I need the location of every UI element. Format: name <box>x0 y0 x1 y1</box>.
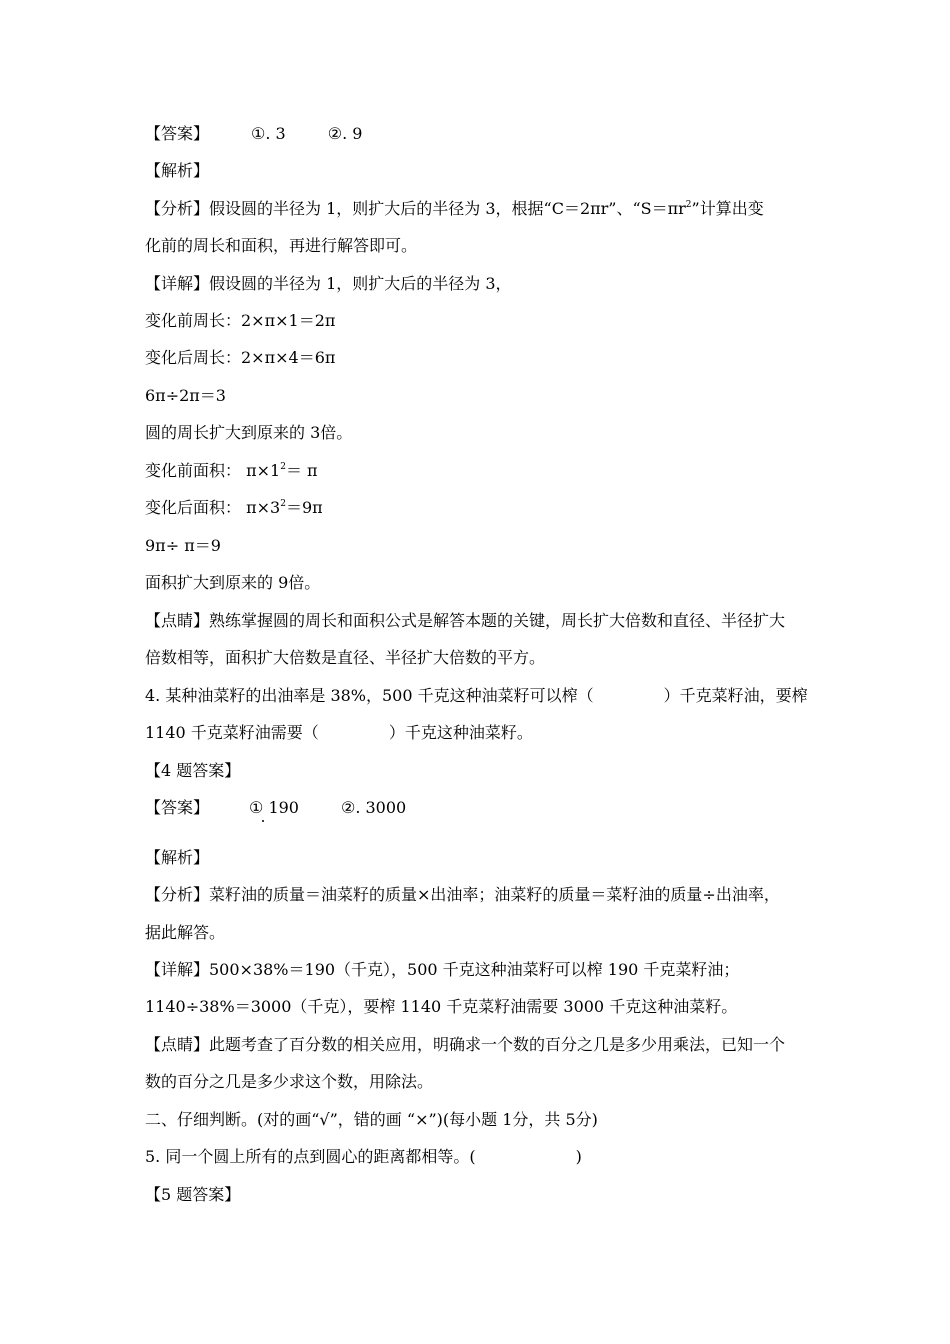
analysis-text-1: 【分析】假设圆的半径为 1，则扩大后的半径为 3，根据“C＝2πr”、“$S=\pi r^2$”计算出变 <box>145 199 764 218</box>
section-2-heading: 二、仔细判断。(对的画“√”，错的画 “×”)(每小题 1分，共 5分) <box>145 1110 598 1129</box>
analysis-label: 【解析】 <box>145 161 210 180</box>
tip-text-1: 【点睛】熟练掌握圆的周长和面积公式是解答本题的关键，周长扩大倍数和直径、半径扩大 <box>145 611 786 630</box>
detail-text-8: 9π÷ π＝9 <box>145 536 221 555</box>
question-4-answer-heading: 【4 题答案】 <box>145 761 241 780</box>
answer-2: ②. 3000 <box>340 798 407 817</box>
answer-line-q3 <box>145 124 362 144</box>
analysis-text-2: 化前的周长和面积，再进行解答即可。 <box>145 236 418 255</box>
answer-label: 【答案】 <box>145 124 210 143</box>
answer-1: ①. 3 <box>251 124 286 143</box>
detail-text-4: 6π÷2π＝3 <box>145 386 226 405</box>
analysis-label-q4: 【解析】 <box>145 848 210 867</box>
question-4-line-2: 1140 千克菜籽油需要（ ）千克这种油菜籽。 <box>145 723 533 742</box>
stray-dot <box>262 820 264 822</box>
detail-text-7: 变化后面积： $\pi\times 3^2=9\pi$ <box>145 498 323 517</box>
question-5-answer-heading: 【5 题答案】 <box>145 1185 241 1204</box>
tip-text-q4-1: 【点睛】此题考查了百分数的相关应用，明确求一个数的百分之几是多少用乘法，已知一个 <box>145 1035 786 1054</box>
detail-text-5: 圆的周长扩大到原来的 3倍。 <box>145 423 353 442</box>
detail-text-9: 面积扩大到原来的 9倍。 <box>145 573 321 592</box>
detail-text-2: 变化前周长：2×π×1＝2π <box>145 311 336 330</box>
question-5: 5. 同一个圆上所有的点到圆心的距离都相等。( ) <box>145 1147 582 1166</box>
analysis-text-q4-2: 据此解答。 <box>145 923 226 942</box>
tip-text-q4-2: 数的百分之几是多少求这个数，用除法。 <box>145 1072 434 1091</box>
answer-2: ②. 9 <box>327 124 363 143</box>
analysis-text-q4-1: 【分析】菜籽油的质量＝油菜籽的质量×出油率；油菜籽的质量＝菜籽油的质量÷出油率， <box>145 885 780 904</box>
detail-text-q4-1: 【详解】500×38%＝190（千克），500 千克这种油菜籽可以榨 190 千克菜籽油； <box>145 960 740 979</box>
detail-text-1: 【详解】假设圆的半径为 1，则扩大后的半径为 3， <box>145 274 512 293</box>
tip-text-2: 倍数相等，面积扩大倍数是直径、半径扩大倍数的平方。 <box>145 648 546 667</box>
question-4-line-1: 4. 某种油菜籽的出油率是 38%，500 千克这种油菜籽可以榨（ ）千克菜籽油，要榨 <box>145 686 808 705</box>
answer-label: 【答案】 <box>145 798 210 817</box>
detail-text-3: 变化后周长：2×π×4＝6π <box>145 348 336 367</box>
detail-text-6: 变化前面积： $\pi\times 1^2= \pi$ <box>145 461 318 480</box>
detail-text-q4-2: 1140÷38%＝3000（千克），要榨 1140 千克菜籽油需要 3000 千克这种油菜籽。 <box>145 997 738 1016</box>
answer-1: ① 190 <box>249 798 299 817</box>
answer-line-q4 <box>145 798 406 818</box>
